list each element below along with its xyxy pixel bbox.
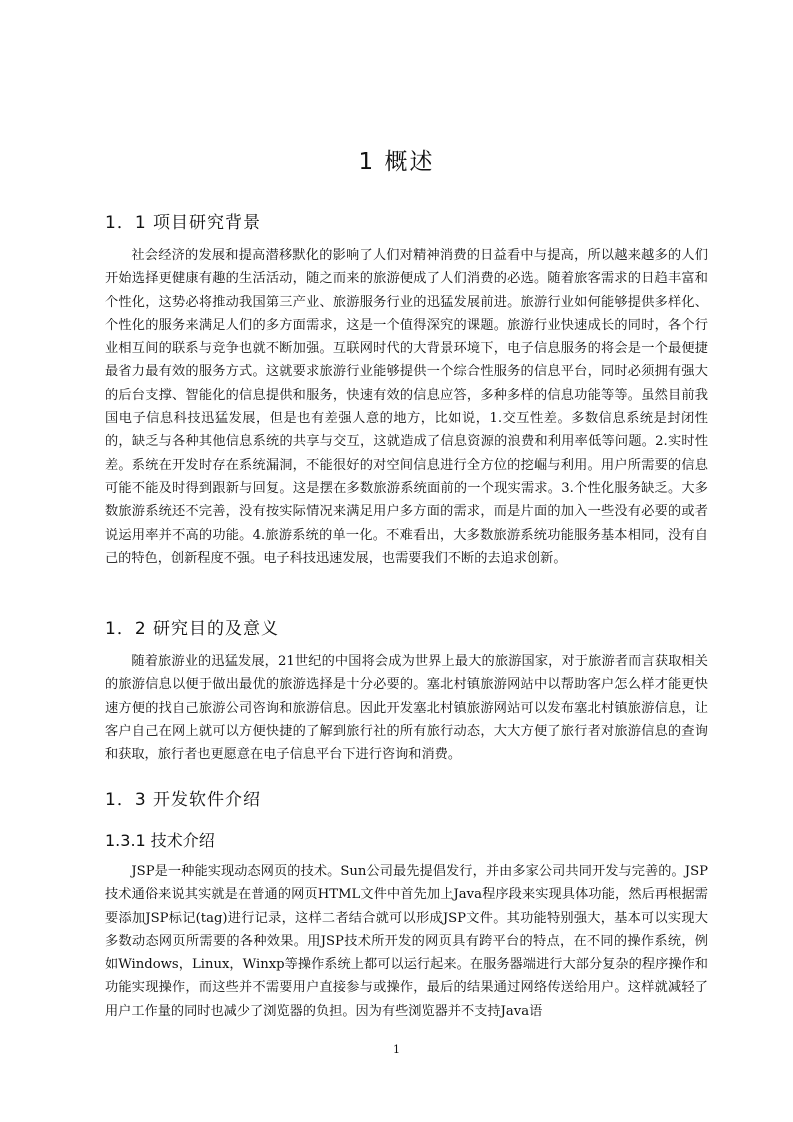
section-paragraph-purpose: 随着旅游业的迅猛发展，21世纪的中国将会成为世界上最大的旅游国家，对于旅游者而言获取相关的旅游信息以便于做出最优的旅游选择是十分必要的。塞北村镇旅游网站中以帮助客户怎么样才能更快速方便的找自己旅游公司咨询和旅游信息。因此开发塞北村镇旅游网站可以发布塞北村镇旅游信息，让客户自己在网上就可以方便快捷的了解到旅行社的所有旅行动态，大大方便了旅行者对旅游信息的查询和获取，旅行者也更愿意在电子信息平台下进行咨询和消费。 [105, 654, 708, 763]
section-heading-purpose: 1．2 研究目的及意义 [105, 619, 280, 639]
section-heading-software: 1．3 开发软件介绍 [105, 790, 262, 810]
section-paragraph-background: 社会经济的发展和提高潜移默化的影响了人们对精神消费的日益看中与提高，所以越来越多的人们开始选择更健康有趣的生活活动，随之而来的旅游便成了人们消费的必选。随着旅客需求的日趋丰富和个性化，这势必将推动我国第三产业、旅游服务行业的迅猛发展前进。旅游行业如何能够提供多样化、个性化的服务来满足人们的多方面需求，这是一个值得深究的课题。旅游行业快速成长的同时，各个行业相互间的联系与竞争也就不断加强。互联网时代的大背景环境下，电子信息服务的将会是一个最便捷最省力最有效的服务方式。这就要求旅游行业能够提供一个综合性服务的信息平台，同时必须拥有强大的后台支撑、智能化的信息提供和服务，快速有效的信息应答，多种多样的信息功能等等。虽然目前我国电子信息科技迅猛发展，但是也有差强人意的地方，比如说，1.交互性差。多数信息系统是封闭性的，缺乏与各种其他信息系统的共享与交互，这就造成了信息资源的浪费和利用率低等问题。2.实时性差。系统在开发时存在系统漏洞，不能很好的对空间信息进行全方位的挖崛与利用。用户所需要的信息可能不能及时得到跟新与回复。这是摆在多数旅游系统面前的一个现实需求。3.个性化服务缺乏。大多数旅游系统还不完善，没有按实际情况来满足用户多方面的需求，而是片面的加入一些没有必要的或者说运用率并不高的功能。4.旅游系统的单一化。不难看出，大多数旅游系统功能服务基本相同，没有自己的特色，创新程度不强。电子科技迅速发展，也需要我们不断的去追求创新。 [105, 248, 709, 566]
chapter-title: 1 概述 [358, 149, 435, 175]
page-number: 1 [393, 1043, 400, 1056]
subsection-paragraph-technology: JSP是一种能实现动态网页的技术。Sun公司最先提倡发行，并由多家公司共同开发与完善的。JSP技术通俗来说其实就是在普通的网页HTML文件中首先加上Java程序段来实现具体功能，然后再根据需要添加JSP标记(tag)进行记录，这样二者结合就可以形成JSP文件。其功能特别强大，基本可以实现大多数动态网页所需要的各种效果。用JSP技术所开发的网页具有跨平台的特点，在不同的操作系统，例如Windows，Linux，Winxp等操作系统上都可以运行起来。在服务器端进行大部分复杂的程序操作和功能实现操作，而这些并不需要用户直接参与或操作，最后的结果通过网络传送给用户。这样就减轻了用户工作量的同时也减少了浏览器的负担。因为有些浏览器并不支持Java语 [105, 864, 708, 1019]
section-heading-background: 1．1 项目研究背景 [105, 213, 262, 233]
subsection-heading-technology: 1.3.1 技术介绍 [105, 831, 215, 850]
